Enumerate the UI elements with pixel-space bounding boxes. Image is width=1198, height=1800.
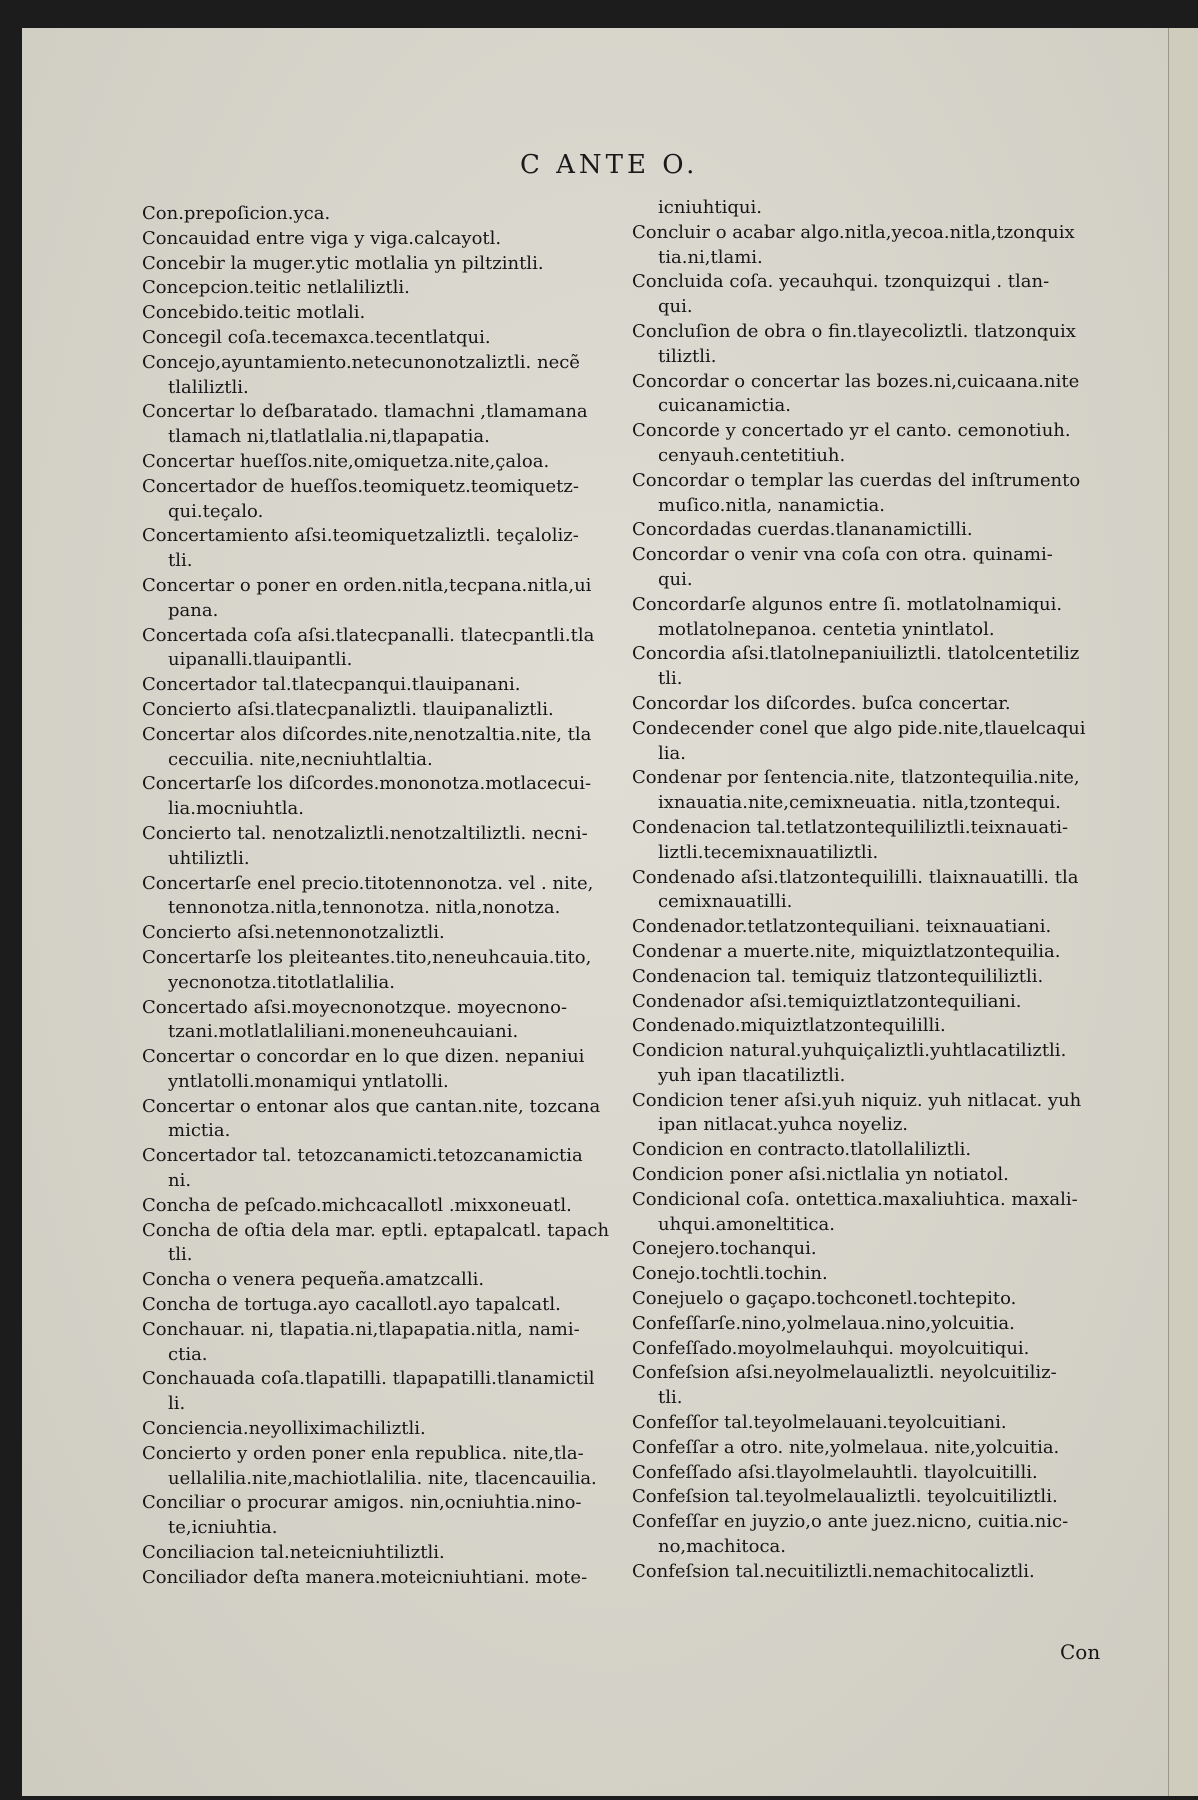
dictionary-line: Confeſſado.moyolmelauhqui. moyolcuitiqui. — [632, 1337, 1030, 1359]
dictionary-line: Condenar a muerte.nite, miquiztlatzontequilia. — [632, 940, 1061, 962]
dictionary-line: Confeſſor tal.teyolmelauani.teyolcuitiani. — [632, 1412, 1007, 1434]
dictionary-line: Concluſion de obra o fin.tlayecoliztli. tlatzonquix — [632, 320, 1076, 342]
dictionary-line: Concordar o templar las cuerdas del inſtrumento — [632, 469, 1081, 491]
dictionary-line: ixnauatia.nite,cemixneuatia. nitla,tzontequi. — [658, 792, 1061, 814]
dictionary-line: yecnonotza.titotlatlalilia. — [168, 971, 395, 993]
dictionary-line: Conchauar. ni, tlapatia.ni,tlapapatia.nitla, nami- — [142, 1318, 580, 1340]
dictionary-line: muſico.nitla, nanamictia. — [658, 494, 885, 516]
dictionary-line: tli. — [168, 1244, 193, 1266]
running-head: C ANTE O. — [520, 150, 699, 180]
dictionary-line: Concertador tal.tlatecpanqui.tlauipanani. — [142, 674, 521, 696]
dictionary-line: Conchauada coſa.tlapatilli. tlapapatilli.tlanamictil — [142, 1368, 595, 1390]
dictionary-line: Confeſſarſe.nino,yolmelaua.nino,yolcuitia. — [632, 1312, 1015, 1334]
dictionary-line: uhtiliztli. — [168, 847, 250, 869]
dictionary-line: Condenado aſsi.tlatzontequililli. tlaixnauatilli. tla — [632, 866, 1079, 888]
dictionary-line: Concebido.teitic motlali. — [142, 302, 366, 324]
dictionary-line: Concluir o acabar algo.nitla,yecoa.nitla,tzonquix — [632, 221, 1075, 243]
dictionary-line: Condenacion tal. temiquiz tlatzontequililiztli. — [632, 965, 1044, 987]
dictionary-line: lia. — [658, 742, 686, 764]
dictionary-line: Concepcion.teitic netlaliliztli. — [142, 277, 410, 299]
dictionary-line: Conciencia.neyolliximachiliztli. — [142, 1418, 426, 1440]
dictionary-line: tli. — [168, 550, 193, 572]
dictionary-line: Concordadas cuerdas.tlananamictilli. — [632, 519, 973, 541]
dictionary-line: Concertar o concordar en lo que dizen. nepaniui — [142, 1046, 585, 1068]
dictionary-line: Concertar o poner en orden.nitla,tecpana.nitla,ui — [142, 574, 592, 596]
dictionary-line: tia.ni,tlami. — [658, 246, 763, 268]
dictionary-line: Conciliacion tal.neteicniuhtiliztli. — [142, 1542, 445, 1564]
dictionary-line: Concertarſe enel precio.titotennonotza. vel . nite, — [142, 872, 594, 894]
dictionary-line: Condicional coſa. ontettica.maxaliuhtica. maxali- — [632, 1188, 1078, 1210]
dictionary-line: mictia. — [168, 1120, 231, 1142]
dictionary-line: Condicion poner aſsi.nictlalia yn notiatol. — [632, 1164, 1009, 1186]
dictionary-line: cenyauh.centetitiuh. — [658, 444, 846, 466]
dictionary-line: liztli.tecemixnauatiliztli. — [658, 841, 879, 863]
dictionary-line: Condenar por ſentencia.nite, tlatzontequilia.nite, — [632, 767, 1080, 789]
dictionary-line: Condecender conel que algo pide.nite,tlauelcaqui — [632, 717, 1086, 739]
dictionary-line: Condicion natural.yuhquiçaliztli.yuhtlacatiliztli. — [632, 1040, 1067, 1062]
dictionary-line: Concorde y concertado yr el canto. cemonotiuh. — [632, 420, 1071, 442]
dictionary-line: Conejuelo o gaçapo.tochconetl.tochtepito. — [632, 1288, 1017, 1310]
catchword: Con — [1060, 1640, 1101, 1664]
dictionary-line: Concertador tal. tetozcanamicti.tetozcanamictia — [142, 1145, 583, 1167]
dictionary-line: Concha de tortuga.ayo cacallotl.ayo tapalcatl. — [142, 1294, 561, 1316]
dictionary-line: Condenador.tetlatzontequiliani. teixnauatiani. — [632, 916, 1052, 938]
dictionary-line: Concebir la muger.ytic motlalia yn piltzintli. — [142, 252, 544, 274]
dictionary-line: Concertar o entonar alos que cantan.nite, tozcana — [142, 1095, 601, 1117]
dictionary-line: Concluida coſa. yecauhqui. tzonquizqui . tlan- — [632, 271, 1050, 293]
dictionary-line: Conciliar o procurar amigos. nin,ocniuhtia.nino- — [142, 1492, 582, 1514]
dictionary-line: uipanalli.tlauipantli. — [168, 649, 353, 671]
dictionary-line: lia.mocniuhtla. — [168, 798, 304, 820]
dictionary-line: Concordia aſsi.tlatolnepaniuiliztli. tlatolcentetiliz — [632, 643, 1080, 665]
right-column — [632, 196, 1122, 1585]
dictionary-line: Concertada coſa aſsi.tlatecpanalli. tlatecpantli.tla — [142, 624, 595, 646]
dictionary-line: li. — [168, 1393, 186, 1415]
dictionary-line: Condenacion tal.tetlatzontequililiztli.teixnauati- — [632, 816, 1069, 838]
dictionary-line: Confeſſar en juyzio,o ante juez.nicno, cuitia.nic- — [632, 1511, 1069, 1533]
dictionary-line: uhqui.amoneltitica. — [658, 1213, 835, 1235]
dictionary-line: Concierto y orden poner enla republica. nite,tla- — [142, 1442, 584, 1464]
dictionary-line: Concertar lo deſbaratado. tlamachni ,tlamamana — [142, 401, 588, 423]
dictionary-line: icniuhtiqui. — [658, 197, 762, 218]
dictionary-line: Concierto aſsi.netennonotzaliztli. — [142, 922, 445, 944]
dictionary-line: Concertamiento aſsi.teomiquetzaliztli. teçaloliz- — [142, 525, 579, 547]
dictionary-line: Condicion en contracto.tlatollaliliztli. — [632, 1139, 972, 1161]
dictionary-line: Concertarſe los pleiteantes.tito,neneuhcauia.tito, — [142, 946, 592, 968]
dictionary-line: te,icniuhtia. — [168, 1517, 278, 1539]
dictionary-line: Concha o venera pequeña.amatzcalli. — [142, 1269, 485, 1291]
dictionary-line: Concertar alos diſcordes.nite,nenotzaltia.nite, tla — [142, 723, 592, 745]
dictionary-line: cuicanamictia. — [658, 395, 791, 417]
dictionary-line: Concertarſe los diſcordes.mononotza.motlacecui- — [142, 773, 592, 795]
dictionary-line: Conciliador deſta manera.moteicniuhtiani. mote- — [142, 1566, 588, 1588]
dictionary-line: Con.prepoſicion.yca. — [142, 203, 331, 224]
dictionary-line: Confeſſar a otro. nite,yolmelaua. nite,yolcuitia. — [632, 1436, 1060, 1458]
dictionary-line: yuh ipan tlacatiliztli. — [658, 1064, 846, 1086]
dictionary-line: uellalilia.nite,machiotlalilia. nite, tlacencauilia. — [168, 1467, 597, 1489]
dictionary-line: qui.teçalo. — [168, 500, 264, 522]
dictionary-line: Concegil coſa.tecemaxca.tecentlatqui. — [142, 326, 491, 348]
dictionary-line: Confeſſado aſsi.tlayolmelauhtli. tlayolcuitilli. — [632, 1461, 1038, 1483]
dictionary-line: ipan nitlacat.yuhca noyeliz. — [658, 1114, 909, 1136]
dictionary-line: qui. — [658, 296, 693, 318]
dictionary-line: Confeſsion tal.teyolmelaualiztli. teyolcuitiliztli. — [632, 1486, 1058, 1508]
dictionary-line: Concordar los diſcordes. buſca concertar. — [632, 692, 1011, 714]
dictionary-line: tli. — [658, 668, 683, 690]
dictionary-line: Concordar o concertar las bozes.ni,cuicaana.nite — [632, 370, 1080, 392]
dictionary-line: tlaliliztli. — [168, 376, 249, 398]
left-column — [142, 202, 632, 1591]
dictionary-line: Condenado.miquiztlatzontequililli. — [632, 1015, 946, 1037]
dictionary-line: Conejero.tochanqui. — [632, 1238, 817, 1260]
dictionary-line: Concha de peſcado.michcacallotl .mixxoneuatl. — [142, 1194, 572, 1216]
dictionary-line: Conejo.tochtli.tochin. — [632, 1263, 828, 1285]
dictionary-line: Concordar o venir vna coſa con otra. quinami- — [632, 544, 1053, 566]
dictionary-line: ceccuilia. nite,necniuhtlaltia. — [168, 748, 433, 770]
dictionary-line: Concertador de hueſſos.teomiquetz.teomiquetz- — [142, 475, 579, 497]
facing-page-edge — [1168, 28, 1198, 1796]
dictionary-line: Concauidad entre viga y viga.calcayotl. — [142, 227, 502, 249]
dictionary-line: yntlatolli.monamiqui yntlatolli. — [168, 1070, 449, 1092]
dictionary-line: tlamach ni,tlatlatlalia.ni,tlapapatia. — [168, 426, 490, 448]
dictionary-line: Confeſsion aſsi.neyolmelaualiztli. neyolcuitiliz- — [632, 1362, 1057, 1384]
dictionary-line: Concejo,ayuntamiento.netecunonotzaliztli. necẽ — [142, 351, 580, 373]
dictionary-line: Condenador aſsi.temiquiztlatzontequiliani. — [632, 990, 1022, 1012]
dictionary-line: tiliztli. — [658, 345, 717, 367]
dictionary-line: Concordarſe algunos entre ſi. motlatolnamiqui. — [632, 593, 1063, 615]
dictionary-line: tli. — [658, 1387, 683, 1409]
dictionary-line: pana. — [168, 599, 219, 621]
dictionary-line: Concierto tal. nenotzaliztli.nenotzaltiliztli. necni- — [142, 822, 588, 844]
dictionary-line: qui. — [658, 568, 693, 590]
dictionary-line: ctia. — [168, 1343, 208, 1365]
dictionary-line: cemixnauatilli. — [658, 891, 793, 913]
dictionary-line: Confeſsion tal.necuitiliztli.nemachitocaliztli. — [632, 1560, 1035, 1582]
dictionary-line: tzani.motlatlaliliani.moneneuhcauiani. — [168, 1021, 519, 1043]
dictionary-line: Condicion tener aſsi.yuh niquiz. yuh nitlacat. yuh — [632, 1089, 1082, 1111]
dictionary-line: Concertar hueſſos.nite,omiquetza.nite,çaloa. — [142, 450, 550, 472]
dictionary-line: Concierto aſsi.tlatecpanaliztli. tlauipanaliztli. — [142, 698, 554, 720]
dictionary-line: motlatolnepanoa. centetia ynintlatol. — [658, 618, 995, 640]
dictionary-line: tennonotza.nitla,tennonotza. nitla,nonotza. — [168, 897, 561, 919]
dictionary-line: Concertado aſsi.moyecnonotzque. moyecnono- — [142, 996, 568, 1018]
dictionary-line: Concha de oſtia dela mar. eptli. eptapalcatl. tapach — [142, 1219, 610, 1241]
dictionary-line: ni. — [168, 1170, 192, 1192]
dictionary-line: no,machitoca. — [658, 1536, 786, 1558]
